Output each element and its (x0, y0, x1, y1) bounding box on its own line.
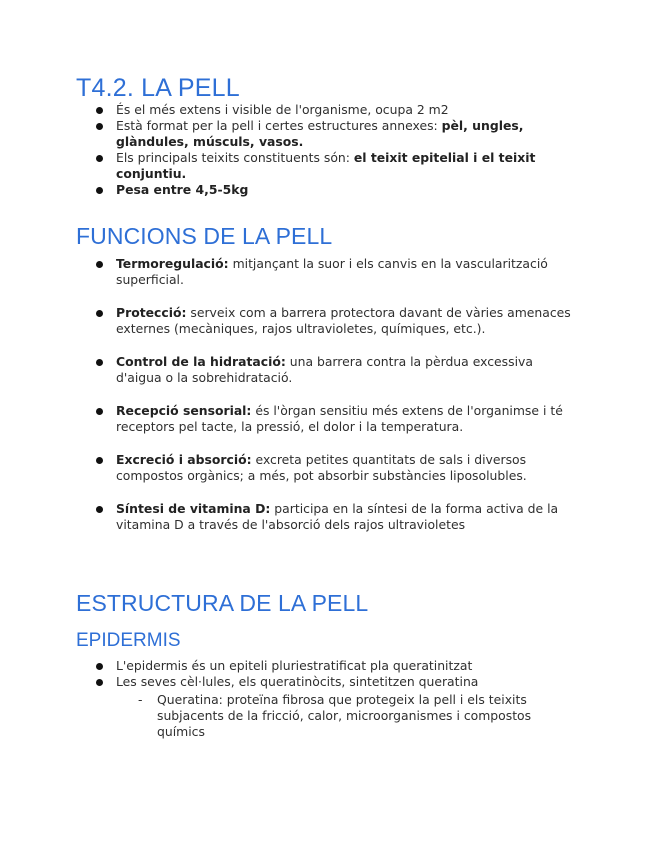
list-item (96, 674, 576, 740)
item-text: serveix com a barrera protectora davant de vàries amenaces externes (mecàniques, rajos ultravioletes, químiques, etc.). (116, 305, 571, 336)
subheading-epidermis: EPIDERMIS (76, 630, 181, 651)
list-item (96, 102, 576, 118)
section-heading-estructura: ESTRUCTURA DE LA PELL (76, 590, 369, 616)
funcions-list (96, 256, 576, 550)
list-item (96, 354, 576, 386)
item-bold: pèl, ungles, glàndules, músculs, vasos. (116, 118, 524, 149)
item-text: una barrera contra la pèrdua excessiva d'aigua o la sobrehidratació. (116, 354, 533, 385)
list-item (96, 150, 576, 182)
section-heading-funcions: FUNCIONS DE LA PELL (76, 223, 333, 249)
list-item (96, 256, 576, 288)
sub-list-item (116, 692, 576, 740)
list-item (96, 501, 576, 533)
item-text: Està format per la pell i certes estructures annexes: (116, 118, 442, 133)
list-item (96, 452, 576, 484)
list-item (96, 182, 576, 198)
list-item (96, 403, 576, 435)
list-item (96, 118, 576, 150)
item-bold: el teixit epitelial i el teixit conjuntiu. (116, 150, 536, 181)
list-item (96, 305, 576, 337)
page-title: T4.2. LA PELL (76, 74, 240, 102)
item-bold: Síntesi de vitamina D: (116, 501, 271, 516)
item-bold: Termoregulació: (116, 256, 229, 271)
item-bold: Protecció: (116, 305, 187, 320)
item-bold: Control de la hidratació: (116, 354, 286, 369)
item-text: Els principals teixits constituents són: (116, 150, 354, 165)
epidermis-list (96, 658, 576, 740)
item-text: És el més extens i visible de l'organisme, ocupa 2 m2 (116, 102, 449, 117)
item-text: mitjançant la suor i els canvis en la vascularització superficial. (116, 256, 548, 287)
item-bold: Pesa entre 4,5-5kg (116, 182, 249, 197)
list-item (96, 658, 576, 674)
item-text: participa en la síntesi de la forma activa de la vitamina D a través de l'absorció dels rajos ultravioletes (116, 501, 559, 532)
item-text: excreta petites quantitats de sals i diversos compostos orgànics; a més, pot absorbir substàncies liposolubles. (116, 452, 527, 483)
item-text: és l'òrgan sensitiu més extens de l'organimse i té receptors pel tacte, la pressió, el dolor i la temperatura. (116, 403, 563, 434)
intro-list (96, 102, 576, 198)
item-text: L'epidermis és un epiteli pluriestratificat pla queratinitzat (116, 658, 473, 673)
item-text: Les seves cèl·lules, els queratinòcits, sintetitzen queratina (116, 674, 479, 689)
item-text: Queratina: proteïna fibrosa que protegeix la pell i els teixits subjacents de la fricció, calor, microorganismes i compostos químics (157, 692, 532, 739)
item-bold: Excreció i absorció: (116, 452, 252, 467)
item-bold: Recepció sensorial: (116, 403, 252, 418)
